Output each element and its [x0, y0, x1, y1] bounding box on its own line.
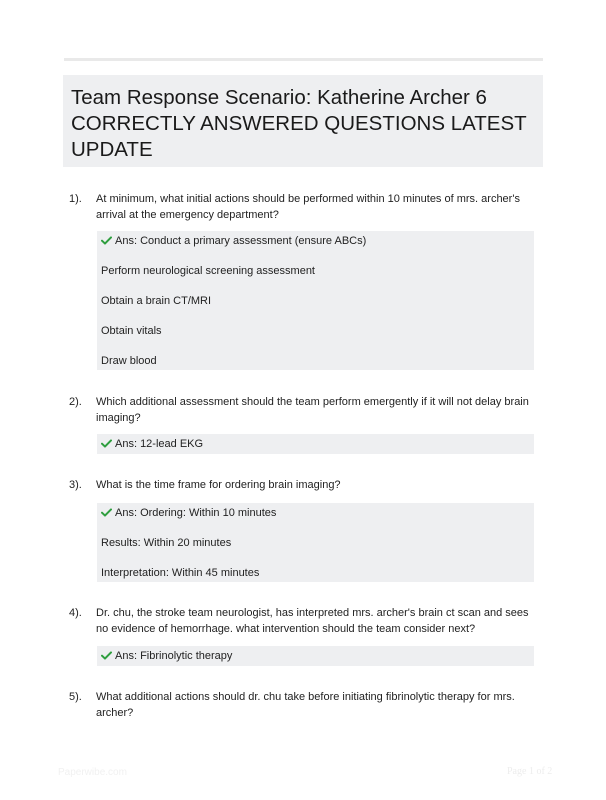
- question-text: At minimum, what initial actions should be performed within 10 minutes of mrs. archer's arrival at the emergency department?: [96, 193, 520, 221]
- answer-line: Perform neurological screening assessment: [101, 265, 315, 277]
- title-banner: [63, 75, 543, 167]
- top-divider: [64, 58, 543, 61]
- question-number: 5).: [69, 691, 82, 703]
- answer-line: Ans: Ordering: Within 10 minutes: [101, 506, 276, 520]
- answer-line: Obtain a brain CT/MRI: [101, 295, 212, 307]
- question-text: What additional actions should dr. chu take before initiating fibrinolytic therapy for mrs. archer?: [96, 691, 515, 719]
- answer-box: [97, 434, 534, 454]
- page-title: Team Response Scenario: Katherine Archer 6 CORRECTLY ANSWERED QUESTIONS LATEST UPDATE: [71, 86, 527, 161]
- footer-watermark: Paperwibe.com: [58, 767, 127, 778]
- check-icon: [101, 508, 112, 517]
- answer-line: Ans: Fibrinolytic therapy: [101, 649, 232, 663]
- page-number: Page 1 of 2: [507, 766, 553, 777]
- answer-line: Interpretation: Within 45 minutes: [101, 567, 260, 579]
- answer-line: Ans: 12-lead EKG: [101, 437, 203, 451]
- answer-line: Results: Within 20 minutes: [101, 537, 232, 549]
- answer-box: [97, 231, 534, 370]
- question-text: Which additional assessment should the team perform emergently if it will not delay brain imaging?: [96, 396, 529, 424]
- check-icon: [101, 651, 112, 660]
- question-number: 3).: [69, 479, 82, 491]
- question-number: 1).: [69, 193, 82, 205]
- question-text: Dr. chu, the stroke team neurologist, has interpreted mrs. archer's brain ct scan and sees no evidence of hemorrhage. what intervention should the team consider next?: [96, 607, 529, 635]
- answer-line: Draw blood: [101, 355, 157, 367]
- question-number: 4).: [69, 607, 82, 619]
- answer-box: [97, 646, 534, 666]
- question-number: 2).: [69, 396, 82, 408]
- answer-box: [97, 503, 534, 582]
- check-icon: [101, 236, 112, 245]
- question-text: What is the time frame for ordering brain imaging?: [96, 479, 341, 491]
- answer-line: Ans: Conduct a primary assessment (ensure ABCs): [101, 234, 366, 248]
- check-icon: [101, 439, 112, 448]
- answer-line: Obtain vitals: [101, 325, 162, 337]
